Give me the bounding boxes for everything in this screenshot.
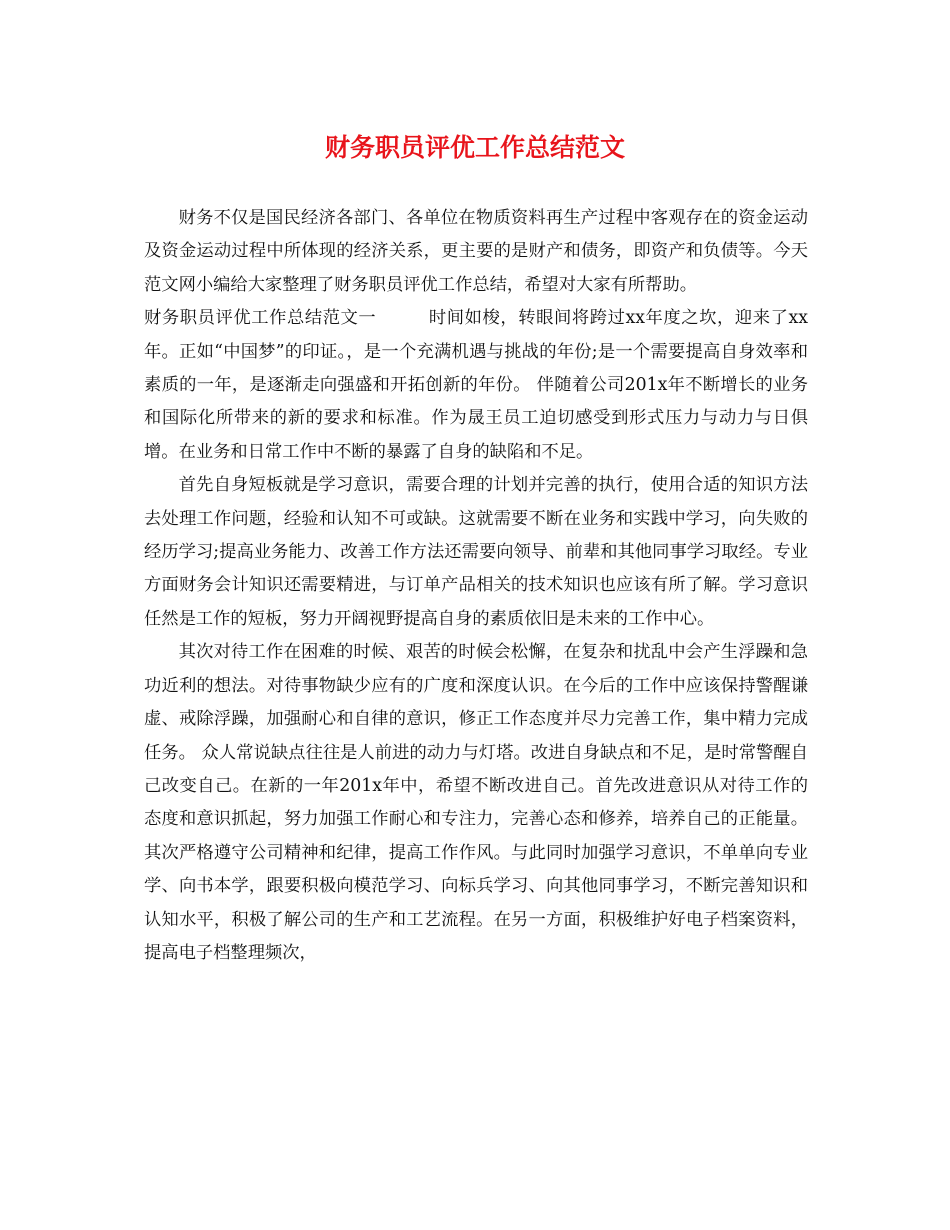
intro-paragraph: 财务不仅是国民经济各部门、各单位在物质资料再生产过程中客观存在的资金运动及资金运动过程中所体现的经济关系，更主要的是财产和债务，即资产和负债等。今天范文网小编给大家整理了财务职员评优工作总结，希望对大家有所帮助。: [144, 208, 808, 295]
section-one-text: 时间如梭，转眼间将跨过xx年度之坎，迎来了xx年。正如“中国梦”的印证。，是一个充满机遇与挑战的年份;是一个需要提高自身效率和素质的一年，是逐渐走向强盛和开拓创新的年份。 伴随着公司201x年不断增长的业务和国际化所带来的新的要求和标准。作为晟王员工迫切感受到形式压力与动力与日俱增。在业务和日常工作中不断的暴露了自身的缺陷和不足。: [144, 308, 808, 462]
section-heading: 财务职员评优工作总结范文一: [144, 308, 377, 329]
document-body: [144, 202, 808, 970]
section-one-paragraph: [144, 302, 808, 469]
document-title: 财务职员评优工作总结范文: [324, 133, 625, 162]
paragraph-work-attitude: 其次对待工作在困难的时候、艰苦的时候会松懈，在复杂和扰乱中会产生浮躁和急功近利的想法。对待事物缺少应有的广度和深度认识。在今后的工作中应该保持警醒谦虚、戒除浮躁，加强耐心和自律的意识，修正工作态度并尽力完善工作，集中精力完成任务。 众人常说缺点往往是人前进的动力与灯塔。改进自身缺点和不足，是时常警醒自己改变自己。在新的一年201x年中，希望不断改进自己。首先改进意识从对待工作的态度和意识抓起，努力加强工作耐心和专注力，完善心态和修养，培养自己的正能量。其次严格遵守公司精神和纪律，提高工作作风。与此同时加强学习意识，不单单向专业学、向书本学，跟要积极向模范学习、向标兵学习、向其他同事学习，不断完善知识和认知水平，积极了解公司的生产和工艺流程。在另一方面，积极维护好电子档案资料，提高电子档整理频次，: [144, 642, 808, 963]
paragraph-study-awareness: 首先自身短板就是学习意识，需要合理的计划并完善的执行，使用合适的知识方法去处理工作问题，经验和认知不可或缺。这就需要不断在业务和实践中学习，向失败的经历学习;提高业务能力、改善工作方法还需要向领导、前辈和其他同事学习取经。专业方面财务会计知识还需要精进，与订单产品相关的技术知识也应该有所了解。学习意识任然是工作的短板，努力开阔视野提高自身的素质依旧是未来的工作中心。: [144, 475, 808, 629]
